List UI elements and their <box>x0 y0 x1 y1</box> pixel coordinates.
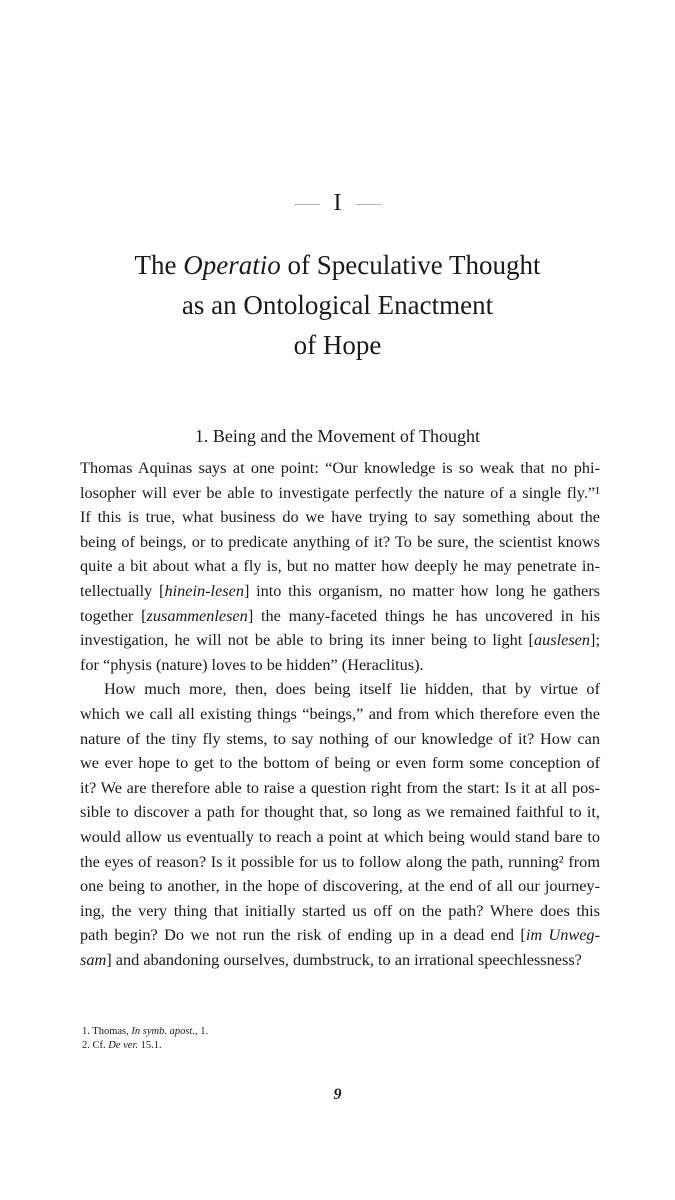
chapter-title-line-1: The Operatio of Speculative Thought <box>134 250 541 280</box>
text-line: investigation, he will not be able to bring its inner being to light [auslesen]; <box>80 630 600 650</box>
ornament-rule-right <box>356 204 382 205</box>
chapter-title <box>0 245 675 365</box>
text-line: losopher will ever be able to investigate perfectly the nature of a single fly.”¹ <box>80 482 600 502</box>
text-line: path begin? Do we not run the risk of ending up in a dead end [im Unweg- <box>80 925 600 945</box>
paragraph-2 <box>80 677 600 972</box>
text-line: sible to discover a path for thought that, so long as we remained faithful to it, <box>80 802 600 822</box>
footnote: 1. Thomas, In symb. apost., 1. <box>82 1026 209 1037</box>
text-line: being of beings, or to predicate anything of it? To be sure, the scientist knows <box>80 531 600 551</box>
chapter-number: I <box>0 188 675 218</box>
text-line: ing, the very thing that initially started us off on the path? Where does this <box>80 900 600 920</box>
text-line: sam] and abandoning ourselves, dumbstruck, to an irrational speechlessness? <box>80 949 582 969</box>
text-line: the eyes of reason? Is it possible for us to follow along the path, running² from <box>80 851 600 871</box>
text-line: quite a bit about what a fly is, but no matter how deeply he may penetrate in- <box>80 556 600 576</box>
footnotes <box>82 1025 602 1053</box>
text-line: How much more, then, does being itself lie hidden, that by virtue of <box>104 679 600 699</box>
footnote: 2. Cf. De ver. 15.1. <box>82 1040 162 1051</box>
text-line: we ever hope to get to the bottom of being or even form some conception of <box>80 753 600 773</box>
page-number: 9 <box>333 1086 342 1103</box>
paragraph-1 <box>80 456 600 677</box>
text-line: If this is true, what business do we have trying to say something about the <box>80 507 600 527</box>
text-line: would allow us eventually to reach a point at which being would stand bare to <box>80 826 600 846</box>
text-line: together [zusammenlesen] the many-faceted things he has uncovered in his <box>80 605 600 625</box>
text-line: one being to another, in the hope of discovering, at the end of all our journey- <box>80 876 600 896</box>
ornament-rule-left <box>294 204 320 205</box>
text-line: it? We are therefore able to raise a question right from the start: Is it at all pos- <box>80 777 600 797</box>
text-line: which we call all existing things “beings,” and from which therefore even the <box>80 703 600 723</box>
section-heading: 1. Being and the Movement of Thought <box>194 426 481 446</box>
body-text <box>80 456 600 972</box>
text-line: Thomas Aquinas says at one point: “Our knowledge is so weak that no phi- <box>80 458 600 477</box>
chapter-title-line-3: of Hope <box>293 330 382 360</box>
chapter-title-line-2: as an Ontological Enactment <box>181 290 494 320</box>
text-line: for “physis (nature) loves to be hidden” (Heraclitus). <box>80 654 424 674</box>
text-line: tellectually [hinein-lesen] into this organism, no matter how long he gathers <box>80 580 600 600</box>
text-line: nature of the tiny fly stems, to say nothing of our knowledge of it? How can <box>80 728 600 748</box>
